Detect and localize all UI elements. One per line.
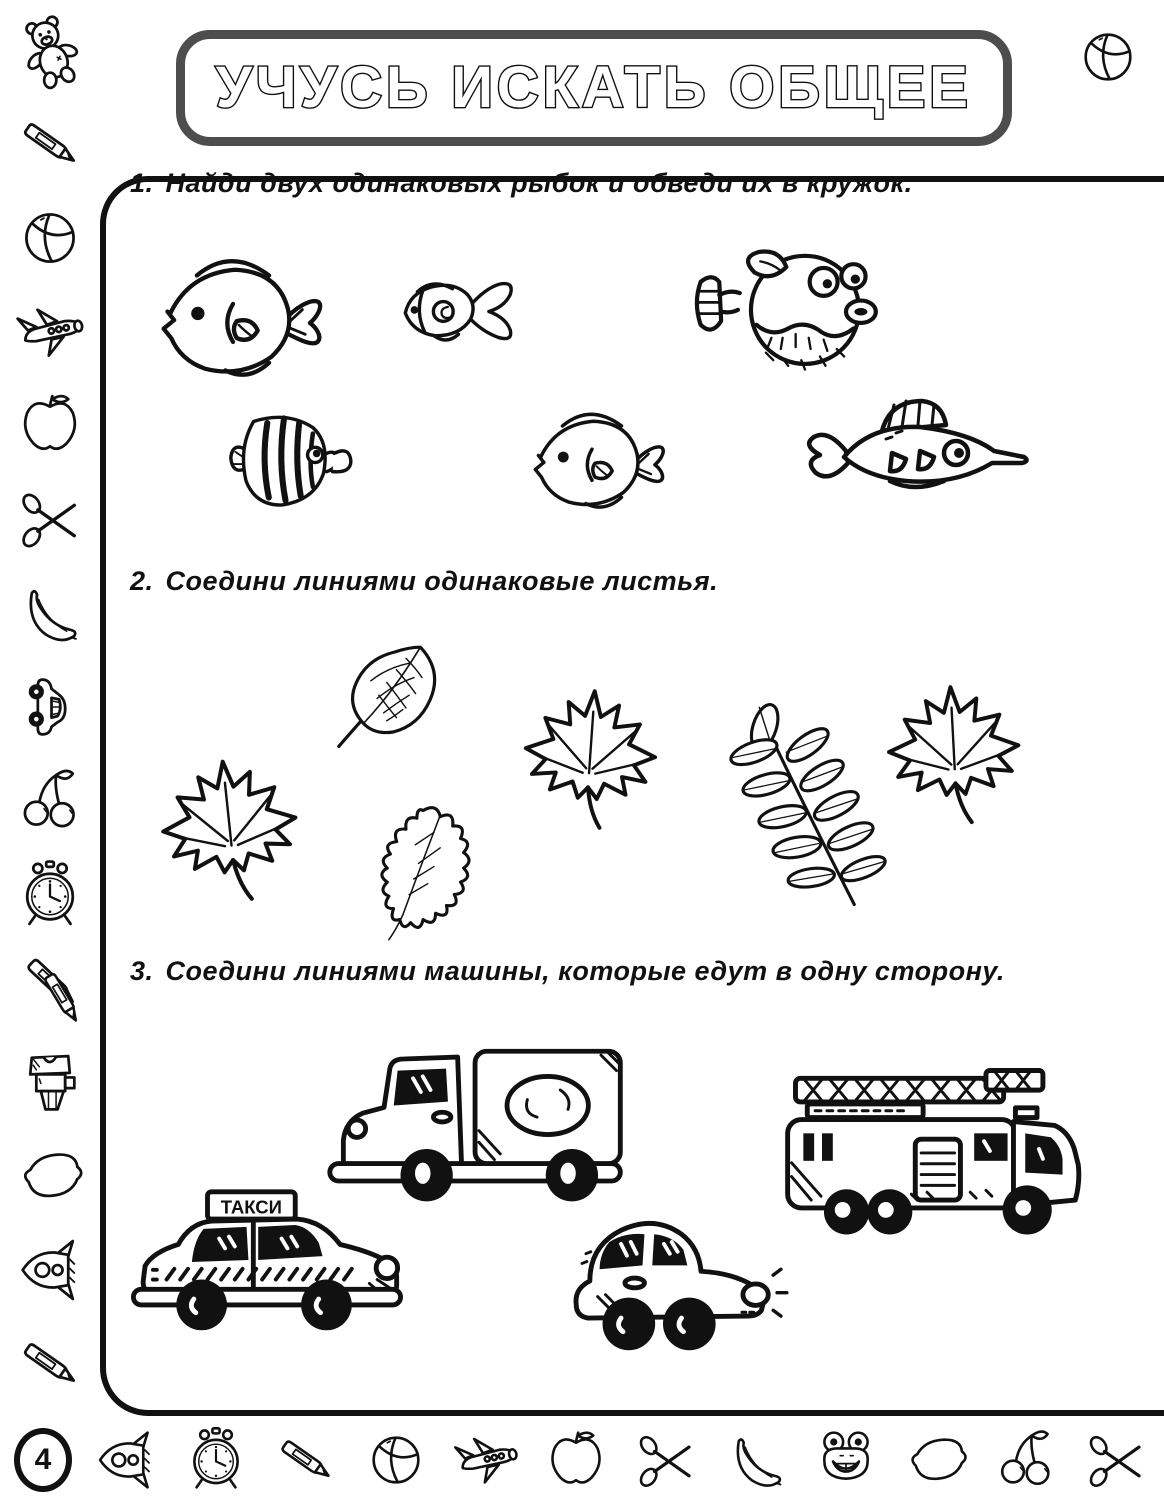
bottom-icon-strip <box>86 1424 1156 1496</box>
footer-strip <box>14 1420 1156 1500</box>
vehicle-fire-truck[interactable] <box>768 1062 1092 1240</box>
title-box <box>176 30 1012 146</box>
vehicle-car[interactable] <box>533 1203 791 1359</box>
fish-butterflyfish[interactable] <box>208 396 360 526</box>
teddy-bear-icon <box>12 8 88 92</box>
fish-angelfish-1[interactable] <box>138 238 328 406</box>
leaf-maple-2[interactable] <box>501 674 680 843</box>
leaf-linden[interactable] <box>316 636 464 764</box>
crayon-icon <box>266 1424 346 1496</box>
leaf-maple-3[interactable] <box>866 672 1042 839</box>
task-1-heading <box>130 168 913 199</box>
scissors-icon <box>1076 1424 1156 1496</box>
page-number-badge <box>14 1428 72 1492</box>
svg-text:УЧУСЬ ИСКАТЬ ОБЩЕЕ: УЧУСЬ ИСКАТЬ ОБЩЕЕ <box>216 54 972 120</box>
beach-ball-icon <box>1072 20 1144 94</box>
task-3-heading <box>130 956 1005 987</box>
task-2-heading <box>130 566 718 597</box>
rocket-icon <box>12 1228 88 1312</box>
alarm-clock-icon <box>176 1424 256 1496</box>
beach-ball-icon <box>12 196 88 280</box>
scissors-icon <box>12 477 88 561</box>
banana-icon <box>716 1424 796 1496</box>
airplane-icon <box>446 1424 526 1496</box>
apple-icon <box>12 383 88 467</box>
frog-icon <box>806 1424 886 1496</box>
apple-icon <box>536 1424 616 1496</box>
alarm-clock-icon <box>12 853 88 937</box>
leaf-oak[interactable] <box>356 798 484 946</box>
scissors-icon <box>626 1424 706 1496</box>
crayons-pair-icon <box>12 946 88 1030</box>
airplane-icon <box>12 290 88 374</box>
vehicle-taxi[interactable] <box>110 1183 422 1341</box>
cherries-icon <box>12 759 88 843</box>
taxi-sign-label: ТАКСИ <box>220 1196 283 1218</box>
task-3-number: 3. <box>130 956 154 986</box>
sharpener-icon <box>12 1040 88 1124</box>
page-number: 4 <box>34 1443 52 1476</box>
toy-car-icon <box>12 665 88 749</box>
lemon-icon <box>896 1424 976 1496</box>
banana-icon <box>12 571 88 655</box>
task-3-text: Соедини линиями машины, которые едут в одну сторону. <box>165 956 1005 986</box>
fish-goldfish[interactable] <box>384 260 536 366</box>
left-icon-strip <box>4 8 96 1406</box>
lemon-icon <box>12 1134 88 1218</box>
task-2-number: 2. <box>130 566 154 596</box>
beach-ball-icon <box>356 1424 436 1496</box>
leaf-rowan[interactable] <box>716 702 894 926</box>
task-1-number: 1. <box>130 168 154 198</box>
page-title <box>197 45 990 131</box>
crayon-icon <box>12 102 88 186</box>
crayon-icon <box>12 1322 88 1406</box>
rocket-icon <box>86 1424 166 1496</box>
task-1-text: Найди двух одинаковых рыбок и обведи их в кружок. <box>165 168 913 198</box>
fish-angelfish-2[interactable] <box>508 398 676 530</box>
fish-pufferfish[interactable] <box>682 232 887 384</box>
leaf-maple-1[interactable] <box>138 742 322 921</box>
cherries-icon <box>986 1424 1066 1496</box>
fish-swordfish[interactable] <box>793 393 1035 513</box>
task-2-text: Соедини линиями одинаковые листья. <box>165 566 719 596</box>
